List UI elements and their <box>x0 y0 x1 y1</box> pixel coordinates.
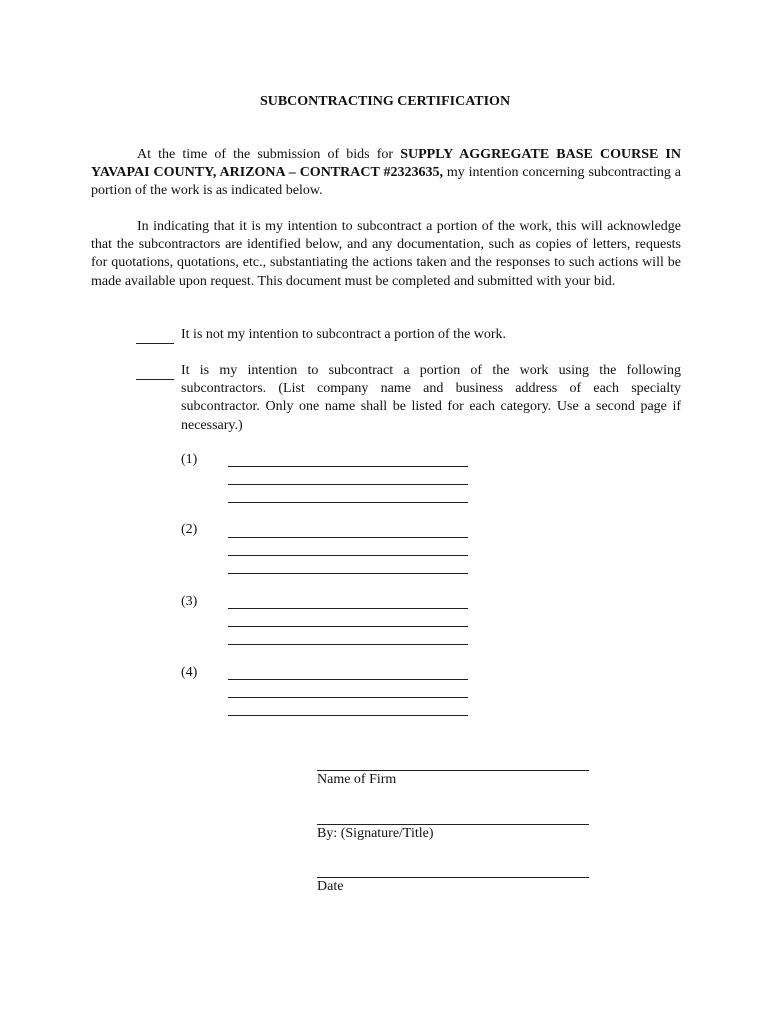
entry-number-3: (3) <box>181 594 198 609</box>
intro-paragraph <box>91 146 681 201</box>
entry-3-line-2[interactable] <box>228 626 468 627</box>
firm-name-label: Name of Firm <box>317 772 397 787</box>
contract-name: SUPPLY AGGREGATE BASE COURSE IN YAVAPAI COUNTY, ARIZONA – CONTRACT #2323635, <box>91 147 681 181</box>
entry-number-2: (2) <box>181 522 198 537</box>
entry-3-line-3[interactable] <box>228 644 468 645</box>
date-line[interactable] <box>317 877 589 878</box>
intro-lead: At the time of the submission of bids for <box>137 147 401 162</box>
option-subcontract-text: It is my intention to subcontract a portion of the work using the following subcontractors. (List company name and business address of each specialty subcontractor. Only one name shall be listed for each category. Use a second page if necessary.) <box>181 363 681 433</box>
entry-2-line-1[interactable] <box>228 537 468 538</box>
option-not-subcontract-text: It is not my intention to subcontract a portion of the work. <box>181 327 507 342</box>
entry-4-line-1[interactable] <box>228 679 468 680</box>
entry-4-line-3[interactable] <box>228 715 468 716</box>
entry-1-line-2[interactable] <box>228 484 468 485</box>
entry-1-line-1[interactable] <box>228 466 468 467</box>
page-title: SUBCONTRACTING CERTIFICATION <box>259 94 511 109</box>
option-subcontract-blank[interactable] <box>136 379 174 380</box>
firm-name-line[interactable] <box>317 770 589 771</box>
date-label: Date <box>317 879 344 894</box>
entry-number-4: (4) <box>181 665 198 680</box>
entry-number-1: (1) <box>181 452 198 467</box>
signature-title-line[interactable] <box>317 824 589 825</box>
intro-rest: my intention concerning subcontracting a portion of the work is as indicated below. <box>91 165 681 199</box>
entry-3-line-1[interactable] <box>228 608 468 609</box>
option-not-subcontract-blank[interactable] <box>136 343 174 344</box>
entry-2-line-3[interactable] <box>228 573 468 574</box>
signature-title-label: By: (Signature/Title) <box>317 826 434 841</box>
entry-4-line-2[interactable] <box>228 697 468 698</box>
acknowledgement-paragraph: In indicating that it is my intention to subcontract a portion of the work, this will acknowledge that the subcontractors are identified below, and any documentation, such as copies of letters, requests for quotations, quotations, etc., substantiating the actions taken and the responses to such actions will be made available upon request. This document must be completed and submitted with your bid. <box>91 219 681 289</box>
entry-2-line-2[interactable] <box>228 555 468 556</box>
entry-1-line-3[interactable] <box>228 502 468 503</box>
